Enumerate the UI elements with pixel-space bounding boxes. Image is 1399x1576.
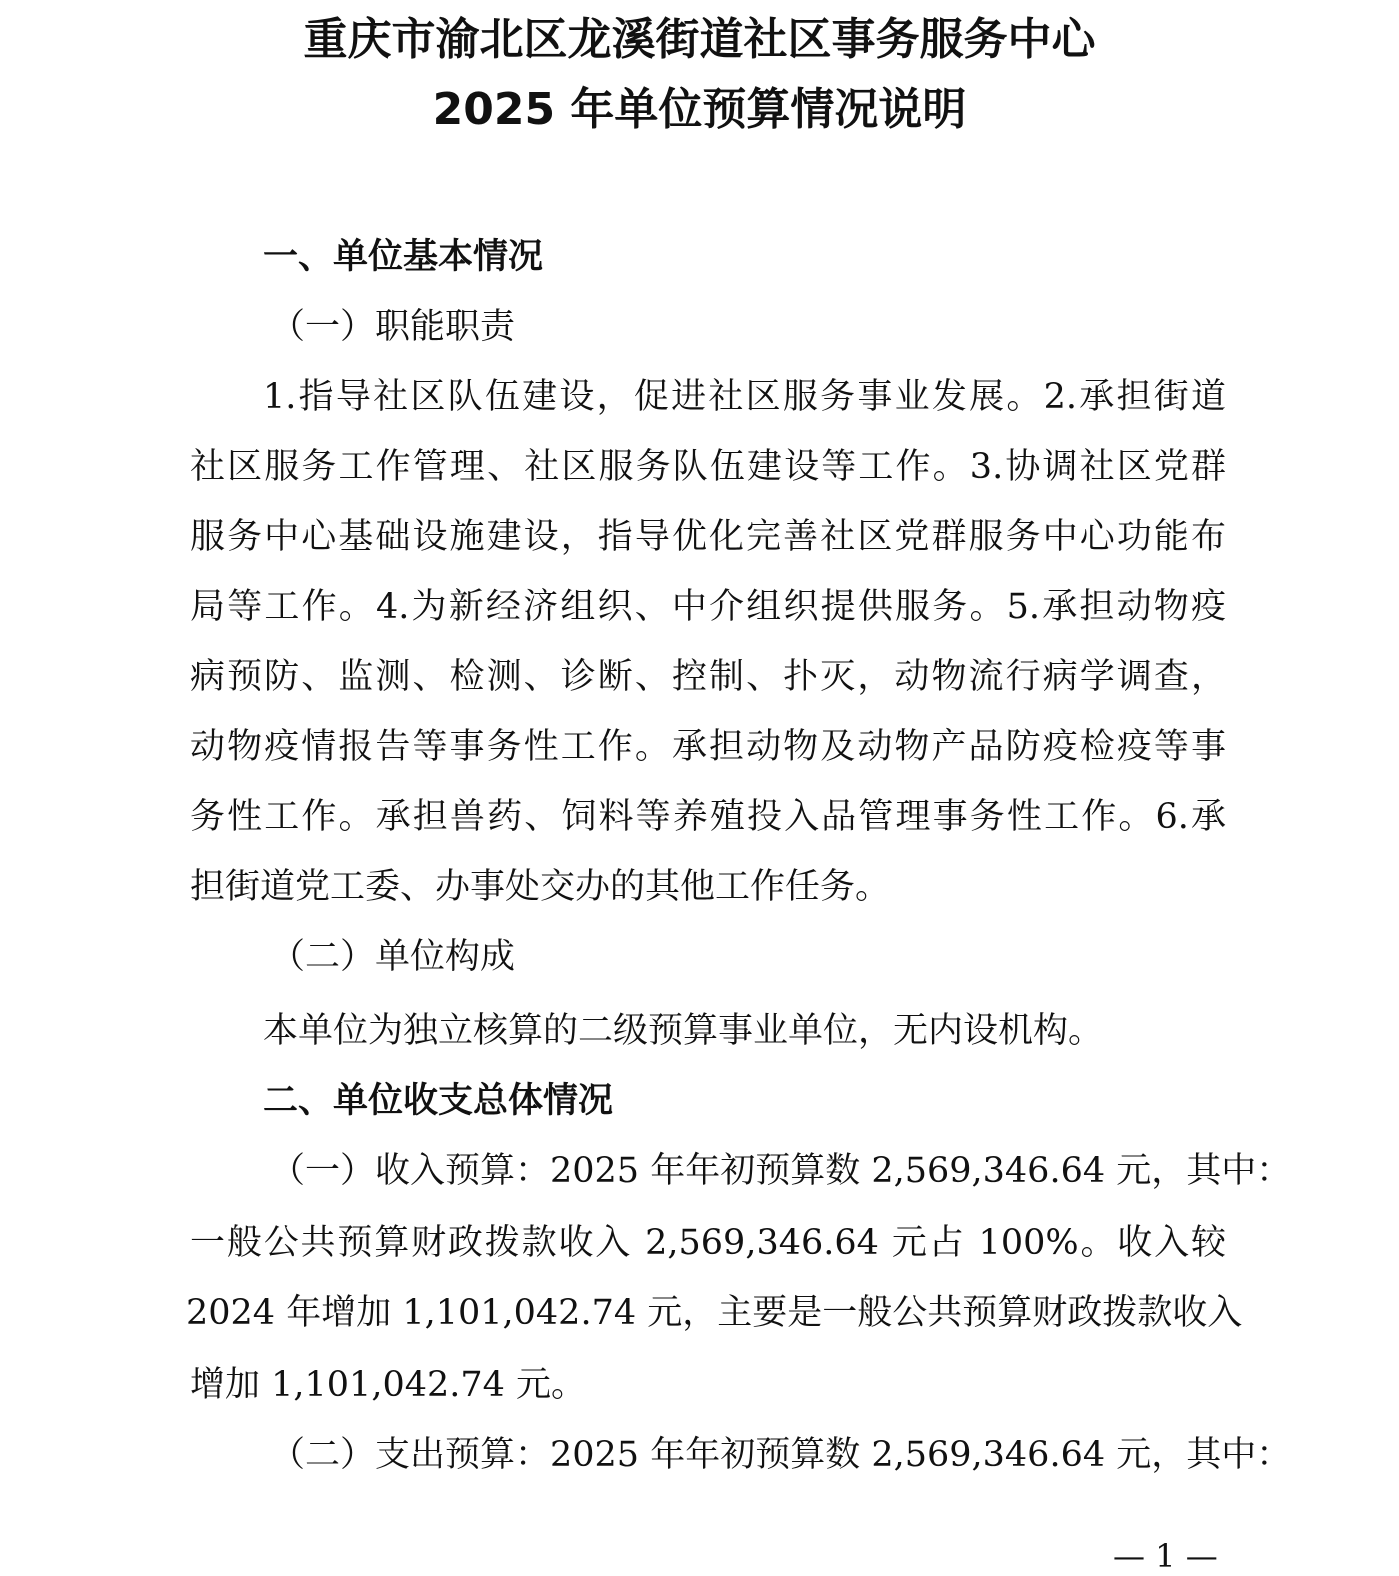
income-line-4: 增加 1,101,042.74 元。 <box>190 1365 587 1405</box>
subsection-2-heading: （二）单位构成 <box>270 937 516 977</box>
document-title-line-2: 2025 年单位预算情况说明 <box>432 84 967 135</box>
duties-line-5: 病预防、监测、检测、诊断、控制、扑灭，动物流行病学调查， <box>190 657 1226 697</box>
duties-line-7: 务性工作。承担兽药、饲料等养殖投入品管理事务性工作。6.承 <box>190 797 1226 837</box>
subsection-1-heading: （一）职能职责 <box>270 307 516 347</box>
duties-line-1: 1.指导社区队伍建设，促进社区服务事业发展。2.承担街道 <box>263 377 1226 417</box>
income-line-2: 一般公共预算财政拨款收入 2,569,346.64 元占 100%。收入较 <box>190 1223 1226 1263</box>
document-title-line-1: 重庆市渝北区龙溪街道社区事务服务中心 <box>303 14 1096 65</box>
section-1-heading: 一、单位基本情况 <box>263 237 544 277</box>
duties-line-8: 担街道党工委、办事处交办的其他工作任务。 <box>190 867 891 907</box>
expense-line-1: （二）支出预算：2025 年年初预算数 2,569,346.64 元，其中： <box>270 1435 1292 1475</box>
duties-line-2: 社区服务工作管理、社区服务队伍建设等工作。3.协调社区党群 <box>190 447 1226 487</box>
section-2-heading: 二、单位收支总体情况 <box>263 1081 614 1121</box>
income-line-3: 2024 年增加 1,101,042.74 元，主要是一般公共预算财政拨款收入 <box>186 1293 1243 1333</box>
page-number: — 1 — <box>1113 1537 1218 1575</box>
composition-text: 本单位为独立核算的二级预算事业单位，无内设机构。 <box>263 1011 1104 1051</box>
duties-line-4: 局等工作。4.为新经济组织、中介组织提供服务。5.承担动物疫 <box>190 587 1226 627</box>
income-line-1: （一）收入预算：2025 年年初预算数 2,569,346.64 元，其中： <box>270 1151 1292 1191</box>
duties-line-3: 服务中心基础设施建设，指导优化完善社区党群服务中心功能布 <box>190 517 1226 557</box>
duties-line-6: 动物疫情报告等事务性工作。承担动物及动物产品防疫检疫等事 <box>190 727 1226 767</box>
